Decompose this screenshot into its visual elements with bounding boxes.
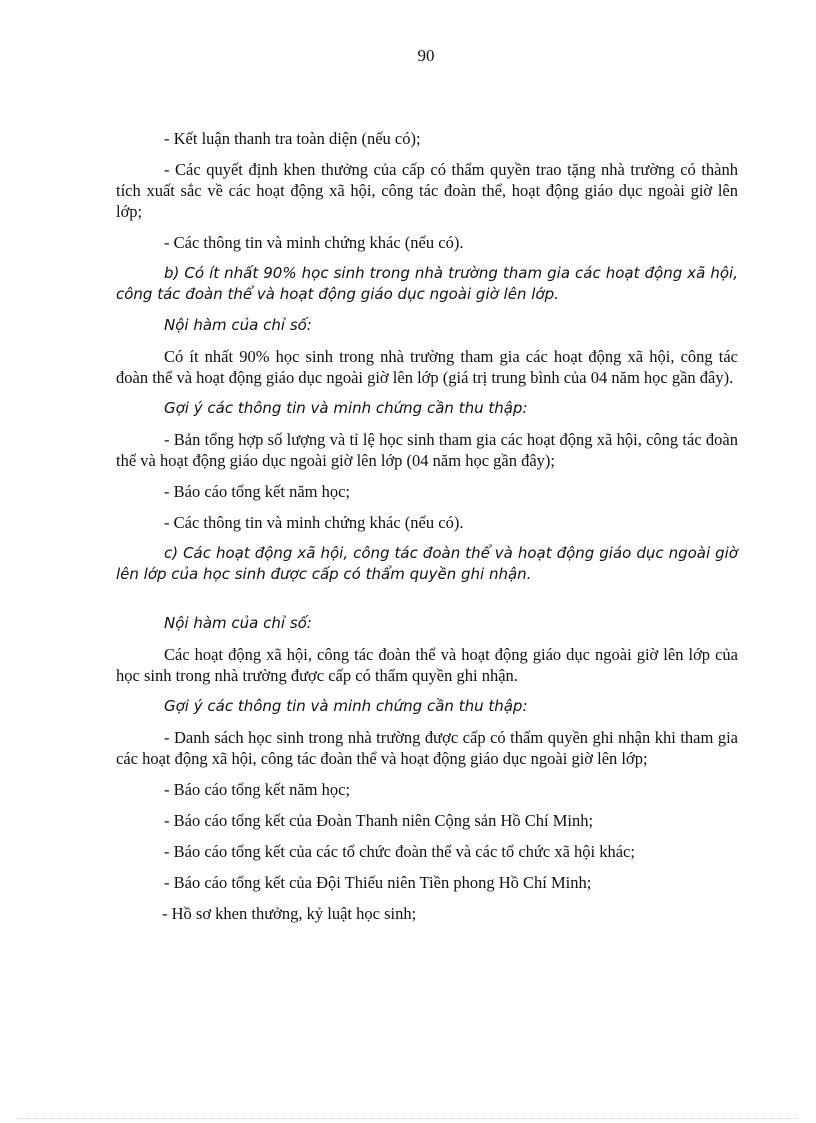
evidence-item-other-info: - Các thông tin và minh chứng khác (nếu có). <box>164 513 464 532</box>
indicator-meaning-label: Nội hàm của chỉ số: <box>164 614 312 632</box>
evidence-item-summary-rate: - Bản tổng hợp số lượng và tỉ lệ học sinh tham gia các hoạt động xã hội, công tác đoàn thể và hoạt động giáo dục ngoài giờ lên lớp (04 năm học gần đây); <box>116 430 738 470</box>
criterion-c-heading: c) Các hoạt động xã hội, công tác đoàn thể và hoạt động giáo dục ngoài giờ lên lớp của học sinh được cấp có thẩm quyền ghi nhận. <box>116 544 738 583</box>
evidence-item-youth-union-report: - Báo cáo tổng kết của Đoàn Thanh niên Cộng sản Hồ Chí Minh; <box>164 811 594 830</box>
criterion-b-heading: b) Có ít nhất 90% học sinh trong nhà trường tham gia các hoạt động xã hội, công tác đoàn thể và hoạt động giáo dục ngoài giờ lên lớp. <box>116 264 738 303</box>
indicator-meaning-text: Các hoạt động xã hội, công tác đoàn thể và hoạt động giáo dục ngoài giờ lên lớp của học sinh trong nhà trường được cấp có thẩm quyền ghi nhận. <box>116 645 738 685</box>
evidence-item-student-list: - Danh sách học sinh trong nhà trường được cấp có thẩm quyền ghi nhận khi tham gia các hoạt động xã hội, công tác đoàn thể và hoạt động giáo dục ngoài giờ lên lớp; <box>116 728 738 768</box>
evidence-item-organizations-report: - Báo cáo tổng kết của các tổ chức đoàn thể và các tổ chức xã hội khác; <box>164 842 635 861</box>
evidence-item-inspection-conclusion: - Kết luận thanh tra toàn diện (nếu có); <box>164 129 421 148</box>
evidence-item-discipline-records: - Hồ sơ khen thưởng, kỷ luật học sinh; <box>162 904 417 923</box>
indicator-meaning-label: Nội hàm của chỉ số: <box>164 316 312 334</box>
evidence-item-year-report: - Báo cáo tổng kết năm học; <box>164 482 351 501</box>
page-number: 90 <box>417 46 435 65</box>
evidence-item-pioneer-report: - Báo cáo tổng kết của Đội Thiếu niên Tiền phong Hồ Chí Minh; <box>164 873 592 892</box>
indicator-meaning-text: Có ít nhất 90% học sinh trong nhà trường tham gia các hoạt động xã hội, công tác đoàn thể và hoạt động giáo dục ngoài giờ lên lớp (giá trị trung bình của 04 năm học gần đây). <box>116 347 738 387</box>
evidence-item-year-report: - Báo cáo tổng kết năm học; <box>164 780 351 799</box>
document-body <box>116 128 738 934</box>
evidence-suggestion-label: Gợi ý các thông tin và minh chứng cần thu thập: <box>164 697 528 715</box>
evidence-suggestion-label: Gợi ý các thông tin và minh chứng cần thu thập: <box>164 399 528 417</box>
page-bottom-divider <box>18 1118 798 1119</box>
evidence-item-commendation-decisions: - Các quyết định khen thưởng của cấp có thẩm quyền trao tặng nhà trường có thành tích xuất sắc về các hoạt động xã hội, công tác đoàn thể, hoạt động giáo dục ngoài giờ lên lớp; <box>116 160 738 221</box>
evidence-item-other-info: - Các thông tin và minh chứng khác (nếu có). <box>164 233 464 252</box>
